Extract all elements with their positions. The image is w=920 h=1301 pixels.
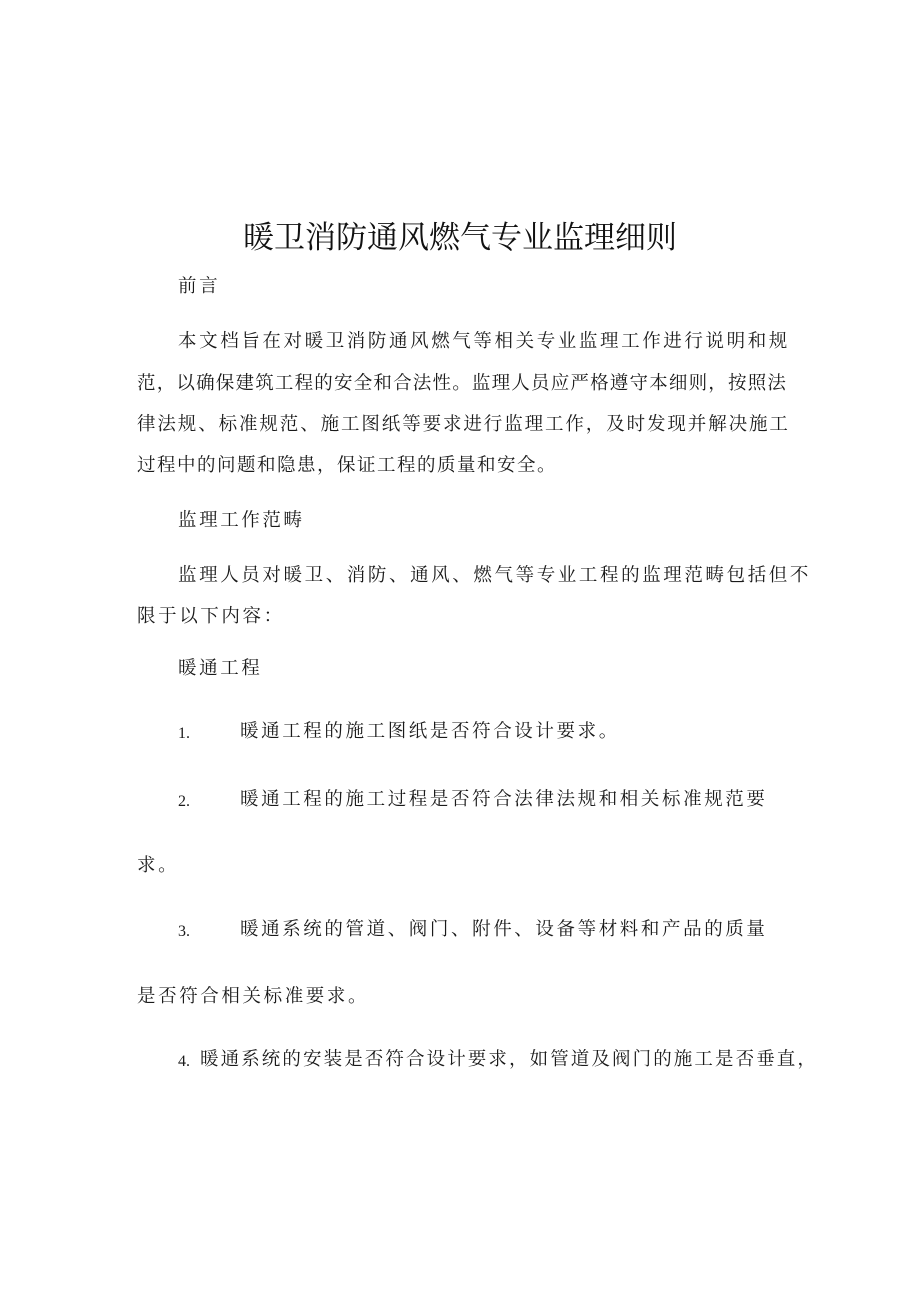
item-text-2: 暖通工程的施工过程是否符合法律法规和相关标准规范要 bbox=[240, 789, 768, 810]
preface-line-4: 过程中的问题和隐患，保证工程的质量和安全。 bbox=[137, 455, 558, 476]
item-continuation-2: 求。 bbox=[137, 855, 180, 876]
item-number-3: 3. bbox=[178, 923, 190, 940]
item-text-1: 暖通工程的施工图纸是否符合设计要求。 bbox=[240, 721, 620, 742]
item-number-2: 2. bbox=[178, 793, 190, 810]
item-continuation-3: 是否符合相关标准要求。 bbox=[137, 986, 370, 1007]
preface-heading: 前言 bbox=[178, 276, 221, 297]
scope-line-1: 监理人员对暖卫、消防、通风、燃气等专业工程的监理范畴包括但不 bbox=[178, 565, 812, 586]
item-number-1: 1. bbox=[178, 725, 190, 742]
scope-line-2: 限于以下内容： bbox=[137, 606, 285, 627]
item-number-4: 4. bbox=[178, 1053, 190, 1070]
hvac-heading: 暖通工程 bbox=[178, 658, 263, 679]
item-text-3: 暖通系统的管道、阀门、附件、设备等材料和产品的质量 bbox=[240, 919, 768, 940]
preface-line-3: 律法规、标准规范、施工图纸等要求进行监理工作，及时发现并解决施工 bbox=[137, 414, 790, 435]
scope-heading: 监理工作范畴 bbox=[178, 510, 305, 531]
document-title: 暖卫消防通风燃气专业监理细则 bbox=[243, 220, 677, 256]
preface-line-1: 本文档旨在对暖卫消防通风燃气等相关专业监理工作进行说明和规 bbox=[178, 331, 790, 352]
preface-line-2: 范，以确保建筑工程的安全和合法性。监理人员应严格遵守本细则，按照法 bbox=[137, 373, 788, 394]
item-text-4: 暖通系统的安装是否符合设计要求，如管道及阀门的施工是否垂直， bbox=[200, 1049, 819, 1070]
